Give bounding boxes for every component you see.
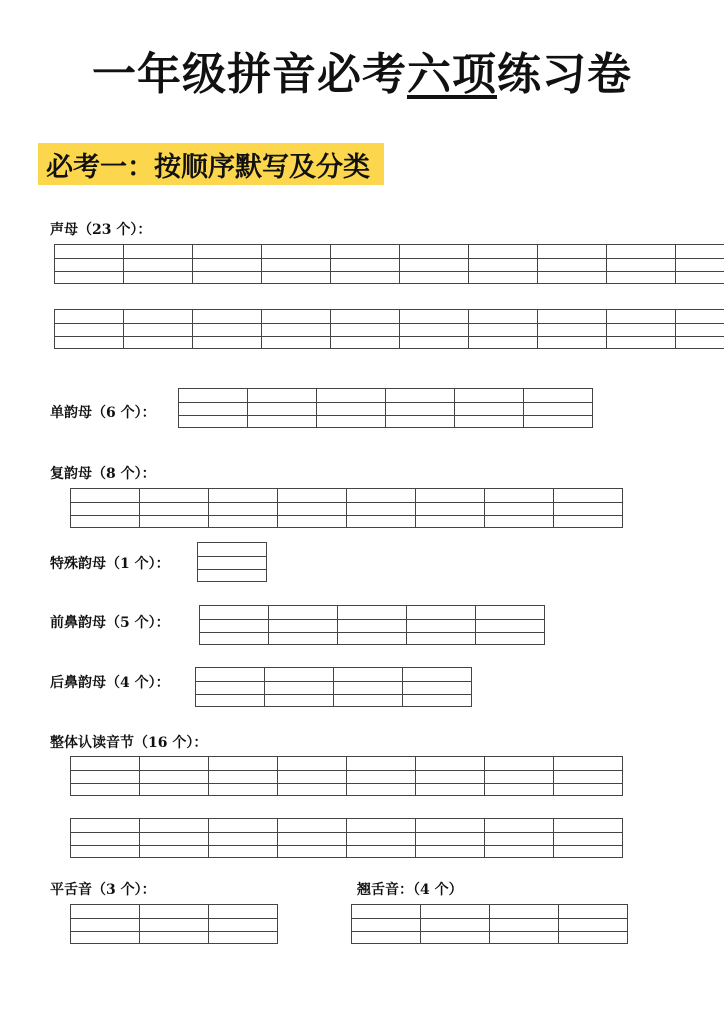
pinyin-writing-cell[interactable] bbox=[468, 244, 538, 284]
grid-shengmu-row2 bbox=[54, 309, 724, 349]
pinyin-writing-cell[interactable] bbox=[484, 756, 554, 796]
pinyin-writing-cell[interactable] bbox=[139, 488, 209, 528]
pinyin-writing-cell[interactable] bbox=[351, 904, 421, 944]
pinyin-writing-cell[interactable] bbox=[70, 818, 140, 858]
grid-zhengti-row1 bbox=[70, 756, 623, 796]
pinyin-writing-cell[interactable] bbox=[54, 244, 124, 284]
pinyin-writing-cell[interactable] bbox=[346, 756, 416, 796]
pinyin-writing-cell[interactable] bbox=[192, 244, 262, 284]
pinyin-writing-cell[interactable] bbox=[415, 818, 485, 858]
pinyin-writing-cell[interactable] bbox=[553, 756, 623, 796]
label-teshu: 特殊韵母（1 个）： bbox=[50, 556, 170, 572]
pinyin-writing-cell[interactable] bbox=[484, 818, 554, 858]
pinyin-writing-cell[interactable] bbox=[195, 667, 265, 707]
grid-qianbi bbox=[199, 605, 545, 645]
title-underlined: 六项 bbox=[407, 49, 497, 100]
pinyin-writing-cell[interactable] bbox=[346, 488, 416, 528]
pinyin-writing-cell[interactable] bbox=[123, 309, 193, 349]
pinyin-writing-cell[interactable] bbox=[330, 309, 400, 349]
section-label: 必考一：按顺序默写及分类 bbox=[46, 151, 370, 183]
pinyin-writing-cell[interactable] bbox=[208, 904, 278, 944]
pinyin-writing-cell[interactable] bbox=[139, 756, 209, 796]
grid-fuyunmu bbox=[70, 488, 623, 528]
pinyin-writing-cell[interactable] bbox=[399, 244, 469, 284]
label-danyunmu: 单韵母（6 个）： bbox=[50, 405, 156, 421]
pinyin-writing-cell[interactable] bbox=[208, 488, 278, 528]
pinyin-writing-cell[interactable] bbox=[475, 605, 545, 645]
pinyin-writing-cell[interactable] bbox=[261, 244, 331, 284]
pinyin-writing-cell[interactable] bbox=[208, 818, 278, 858]
grid-qiaoshe bbox=[351, 904, 628, 944]
title-part-1: 一年级拼音必考 bbox=[92, 49, 407, 100]
pinyin-writing-cell[interactable] bbox=[197, 542, 267, 582]
label-pingshe: 平舌音（3 个）： bbox=[50, 882, 156, 898]
pinyin-writing-cell[interactable] bbox=[675, 309, 724, 349]
pinyin-writing-cell[interactable] bbox=[415, 488, 485, 528]
pinyin-writing-cell[interactable] bbox=[558, 904, 628, 944]
page-title bbox=[0, 38, 724, 102]
pinyin-writing-cell[interactable] bbox=[70, 488, 140, 528]
pinyin-writing-cell[interactable] bbox=[264, 667, 334, 707]
pinyin-writing-cell[interactable] bbox=[268, 605, 338, 645]
grid-teshu bbox=[197, 542, 267, 582]
label-fuyunmu: 复韵母（8 个）： bbox=[50, 466, 156, 482]
pinyin-writing-cell[interactable] bbox=[402, 667, 472, 707]
pinyin-writing-cell[interactable] bbox=[277, 756, 347, 796]
pinyin-writing-cell[interactable] bbox=[139, 904, 209, 944]
pinyin-writing-cell[interactable] bbox=[277, 488, 347, 528]
pinyin-writing-cell[interactable] bbox=[337, 605, 407, 645]
pinyin-writing-cell[interactable] bbox=[399, 309, 469, 349]
grid-zhengti-row2 bbox=[70, 818, 623, 858]
pinyin-writing-cell[interactable] bbox=[333, 667, 403, 707]
label-shengmu: 声母（23 个）： bbox=[50, 222, 152, 238]
pinyin-writing-cell[interactable] bbox=[70, 756, 140, 796]
grid-houbi bbox=[195, 667, 472, 707]
pinyin-writing-cell[interactable] bbox=[415, 756, 485, 796]
pinyin-writing-cell[interactable] bbox=[199, 605, 269, 645]
pinyin-writing-cell[interactable] bbox=[54, 309, 124, 349]
label-houbi: 后鼻韵母（4 个）： bbox=[50, 675, 170, 691]
pinyin-writing-cell[interactable] bbox=[70, 904, 140, 944]
label-qiaoshe: 翘舌音：（4 个） bbox=[357, 882, 463, 898]
grid-danyunmu bbox=[178, 388, 593, 428]
pinyin-writing-cell[interactable] bbox=[606, 244, 676, 284]
pinyin-writing-cell[interactable] bbox=[489, 904, 559, 944]
pinyin-writing-cell[interactable] bbox=[675, 244, 724, 284]
pinyin-writing-cell[interactable] bbox=[346, 818, 416, 858]
pinyin-writing-cell[interactable] bbox=[261, 309, 331, 349]
pinyin-writing-cell[interactable] bbox=[523, 388, 593, 428]
pinyin-writing-cell[interactable] bbox=[192, 309, 262, 349]
pinyin-writing-cell[interactable] bbox=[537, 244, 607, 284]
pinyin-writing-cell[interactable] bbox=[553, 488, 623, 528]
grid-pingshe bbox=[70, 904, 278, 944]
pinyin-writing-cell[interactable] bbox=[316, 388, 386, 428]
pinyin-writing-cell[interactable] bbox=[606, 309, 676, 349]
pinyin-writing-cell[interactable] bbox=[385, 388, 455, 428]
pinyin-writing-cell[interactable] bbox=[208, 756, 278, 796]
label-qianbi: 前鼻韵母（5 个）： bbox=[50, 615, 170, 631]
pinyin-writing-cell[interactable] bbox=[139, 818, 209, 858]
pinyin-writing-cell[interactable] bbox=[277, 818, 347, 858]
pinyin-writing-cell[interactable] bbox=[553, 818, 623, 858]
pinyin-writing-cell[interactable] bbox=[454, 388, 524, 428]
pinyin-writing-cell[interactable] bbox=[468, 309, 538, 349]
pinyin-writing-cell[interactable] bbox=[178, 388, 248, 428]
pinyin-writing-cell[interactable] bbox=[330, 244, 400, 284]
pinyin-writing-cell[interactable] bbox=[123, 244, 193, 284]
pinyin-writing-cell[interactable] bbox=[247, 388, 317, 428]
pinyin-writing-cell[interactable] bbox=[406, 605, 476, 645]
pinyin-writing-cell[interactable] bbox=[484, 488, 554, 528]
label-zhengti: 整体认读音节（16 个）： bbox=[50, 735, 208, 751]
title-part-2: 练习卷 bbox=[497, 49, 632, 100]
section-heading bbox=[38, 143, 384, 185]
pinyin-writing-cell[interactable] bbox=[420, 904, 490, 944]
pinyin-writing-cell[interactable] bbox=[537, 309, 607, 349]
grid-shengmu-row1 bbox=[54, 244, 724, 284]
